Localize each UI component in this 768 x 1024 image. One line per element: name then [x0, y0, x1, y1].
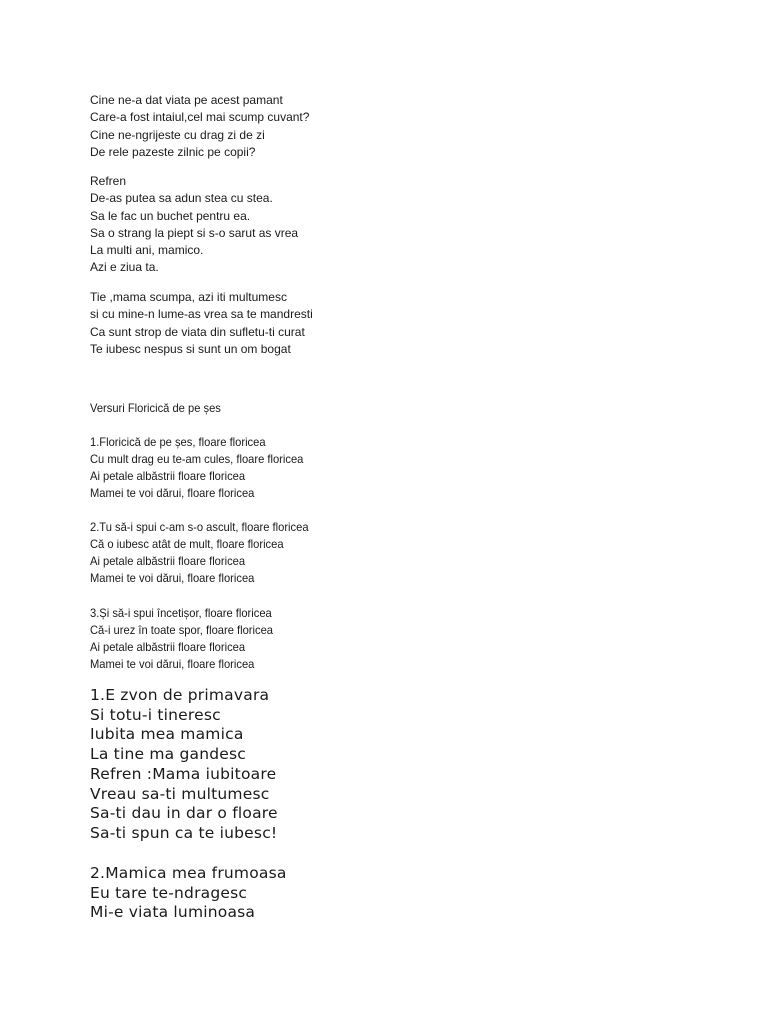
poem-line: Sa o strang la piept si s-o sarut as vrea	[90, 225, 299, 240]
poem-line: Ca sunt strop de viata din sufletu-ti curat	[90, 324, 305, 339]
poem3-verse2	[90, 864, 287, 923]
poem-line: Azi e ziua ta.	[90, 260, 159, 275]
poem-line: Că-i urez în toate spor, floare floricea	[90, 623, 273, 637]
poem-line: Ai petale albăstrii floare floricea	[90, 469, 246, 483]
poem-line: Vreau sa-ti multumesc	[90, 784, 270, 803]
poem-line: Iubita mea mamica	[90, 725, 244, 744]
poem2-verse1	[90, 434, 303, 502]
poem3-verse1	[90, 686, 278, 844]
refrain-heading: Refren	[90, 174, 127, 188]
poem-line: Te iubesc nespus si sunt un om bogat	[90, 341, 291, 356]
poem-line: Că o iubesc atât de mult, floare floricea	[90, 537, 284, 551]
poem2-title-block	[90, 400, 221, 417]
poem-line: Mamei te voi dărui, floare floricea	[90, 571, 255, 585]
poem-line: La multi ani, mamico.	[90, 243, 204, 258]
poem2-verse3	[90, 605, 273, 673]
poem-line: 2.Mamica mea frumoasa	[90, 864, 287, 882]
poem-line: Cine ne-a dat viata pe acest pamant	[90, 93, 283, 107]
poem-line: Mamei te voi dărui, floare floricea	[90, 657, 255, 671]
poem-line: Tie ,mama scumpa, azi iti multumesc	[90, 290, 287, 304]
poem-line: Cine ne-ngrijeste cu drag zi de zi	[90, 127, 265, 142]
section-title: Versuri Floricică de pe șes	[90, 401, 221, 415]
poem1-refrain	[90, 173, 298, 277]
poem-line: 3.Și să-i spui încetișor, floare floricea	[90, 606, 272, 620]
poem2-verse2	[90, 519, 309, 587]
poem-line: Sa-ti spun ca te iubesc!	[90, 823, 278, 842]
poem-line: Si totu-i tineresc	[90, 705, 221, 724]
poem-line: 1.Floricică de pe șes, floare floricea	[90, 435, 266, 449]
poem-line: Eu tare te-ndragesc	[90, 883, 248, 902]
poem-line: Mamei te voi dărui, floare floricea	[90, 486, 255, 500]
poem1-stanza1	[90, 92, 309, 161]
poem-line: 2.Tu să-i spui c-am s-o ascult, floare floricea	[90, 520, 309, 534]
poem-line: Cu mult drag eu te-am cules, floare floricea	[90, 452, 304, 466]
poem-line: La tine ma gandesc	[90, 745, 246, 764]
poem-line: De rele pazeste zilnic pe copii?	[90, 144, 256, 159]
poem-line: si cu mine-n lume-as vrea sa te mandresti	[90, 307, 313, 322]
poem-line: De-as putea sa adun stea cu stea.	[90, 191, 273, 206]
poem-line: Sa-ti dau in dar o floare	[90, 804, 278, 823]
poem-line: Mi-e viata luminoasa	[90, 903, 256, 922]
poem-line: Sa le fac un buchet pentru ea.	[90, 208, 251, 223]
poem1-stanza2	[90, 289, 313, 358]
poem-line: Refren :Mama iubitoare	[90, 764, 277, 783]
poem-line: 1.E zvon de primavara	[90, 686, 270, 704]
poem-line: Ai petale albăstrii floare floricea	[90, 554, 246, 568]
poem-line: Ai petale albăstrii floare floricea	[90, 640, 246, 654]
poem-line: Care-a fost intaiul,cel mai scump cuvant?	[90, 110, 310, 125]
